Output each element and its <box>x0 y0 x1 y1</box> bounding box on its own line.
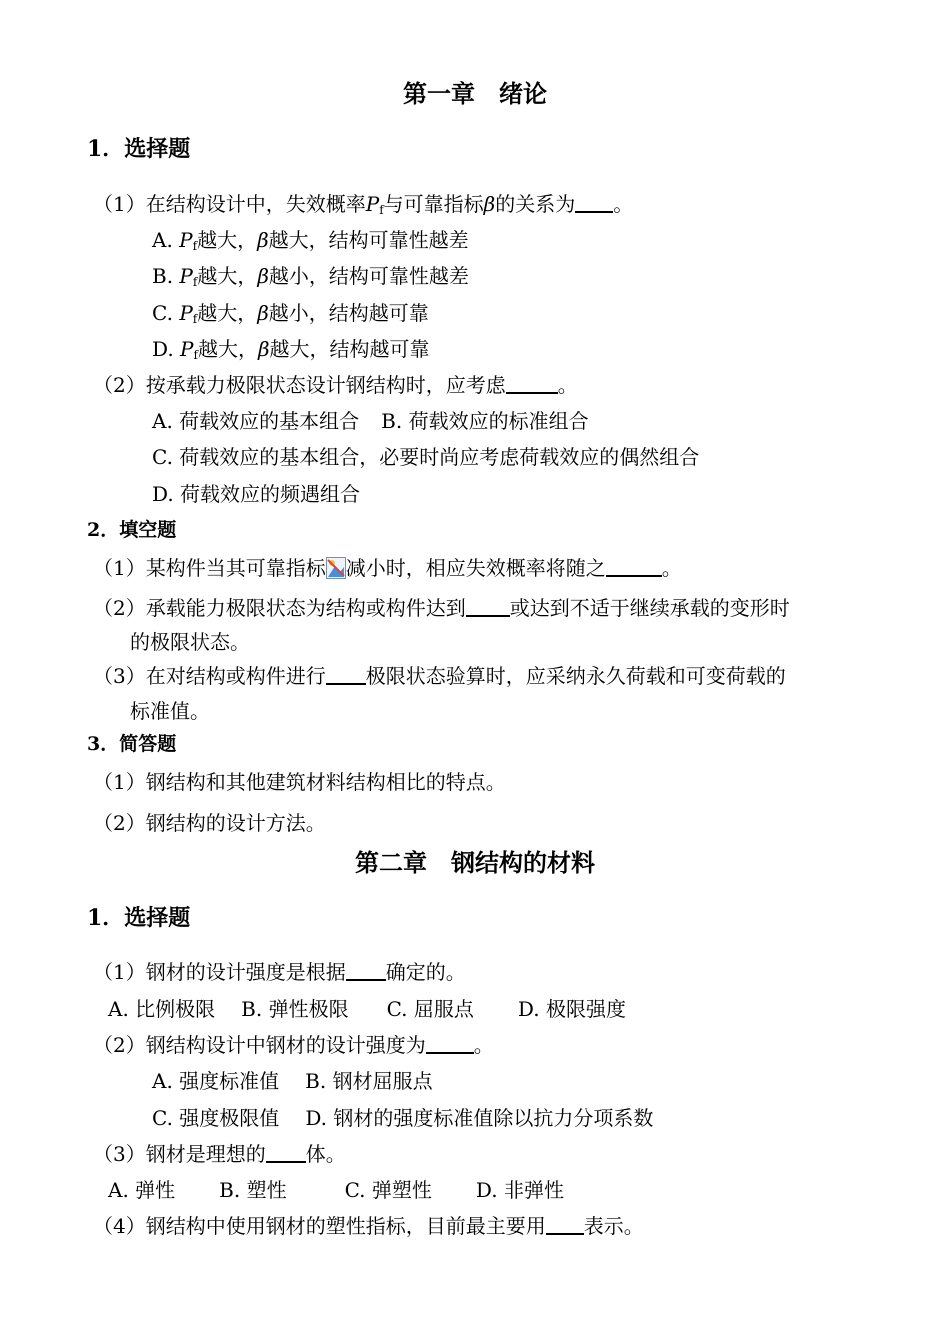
section-heading: 1．选择题 <box>87 905 191 931</box>
question-2-1: （1）钢材的设计强度是根据 确定的。 <box>93 960 466 984</box>
answer-blank <box>326 665 366 685</box>
option-row: A. 强度标准值 B. 钢材屈服点 <box>152 1069 433 1093</box>
option-row: A. 比例极限 B. 弹性极限 C. 屈服点 D. 极限强度 <box>108 997 626 1021</box>
answer-blank <box>466 597 510 617</box>
question-1-2: （2）按承载力极限状态设计钢结构时，应考虑 。 <box>93 373 578 397</box>
option-row: C. 强度极限值 D. 钢材的强度标准值除以抗力分项系数 <box>152 1106 654 1130</box>
answer-blank <box>546 1215 584 1235</box>
answer-blank <box>426 1034 474 1054</box>
option: C. $P_f$越大，β越小，结构越可靠 <box>152 301 429 326</box>
answer-blank <box>266 1143 306 1163</box>
fill-question-2-cont: 的极限状态。 <box>130 630 250 654</box>
beta-symbol-image-icon <box>326 557 346 579</box>
question-2-3: （3）钢材是理想的 体。 <box>93 1142 346 1166</box>
option: A. 荷载效应的基本组合 B. 荷载效应的标准组合 <box>152 409 589 433</box>
option-row: A. 弹性 B. 塑性 C. 弹塑性 D. 非弹性 <box>108 1178 564 1202</box>
option: B. $P_f$越大，β越小，结构可靠性越差 <box>152 264 469 289</box>
chapter-1-title: 第一章 绪论 <box>403 79 547 108</box>
fill-question-2: （2）承载能力极限状态为结构或构件达到 或达到不适于继续承载的变形时 <box>93 596 790 620</box>
question-1-1: （1）在结构设计中，失效概率$P_f$与可靠指标β的关系为 。 <box>93 192 634 217</box>
fill-question-3-cont: 标准值。 <box>130 699 210 723</box>
fill-question-3: （3）在对结构或构件进行 极限状态验算时，应采纳永久荷载和可变荷载的 <box>93 664 786 688</box>
fill-question-1: （1）某构件当其可靠指标 减小时，相应失效概率将随之 。 <box>93 556 682 580</box>
option: C. 荷载效应的基本组合，必要时尚应考虑荷载效应的偶然组合 <box>152 445 700 469</box>
option: D. 荷载效应的频遇组合 <box>152 482 361 506</box>
answer-blank <box>506 374 558 394</box>
section-heading: 1．选择题 <box>87 136 191 162</box>
section-heading: 2．填空题 <box>87 519 177 541</box>
chapter-2-title: 第二章 钢结构的材料 <box>355 848 595 877</box>
question-2-2: （2）钢结构设计中钢材的设计强度为 。 <box>93 1033 494 1057</box>
option: D. $P_f$越大，β越大，结构越可靠 <box>152 337 430 362</box>
short-answer-2: （2）钢结构的设计方法。 <box>93 811 326 835</box>
section-heading: 3．简答题 <box>87 733 177 755</box>
short-answer-1: （1）钢结构和其他建筑材料结构相比的特点。 <box>93 770 506 794</box>
answer-blank <box>575 193 613 213</box>
option: A. $P_f$越大，β越大，结构可靠性越差 <box>152 228 469 253</box>
answer-blank <box>346 961 386 981</box>
answer-blank <box>606 557 662 577</box>
question-2-4: （4）钢结构中使用钢材的塑性指标，目前最主要用 表示。 <box>93 1214 644 1238</box>
